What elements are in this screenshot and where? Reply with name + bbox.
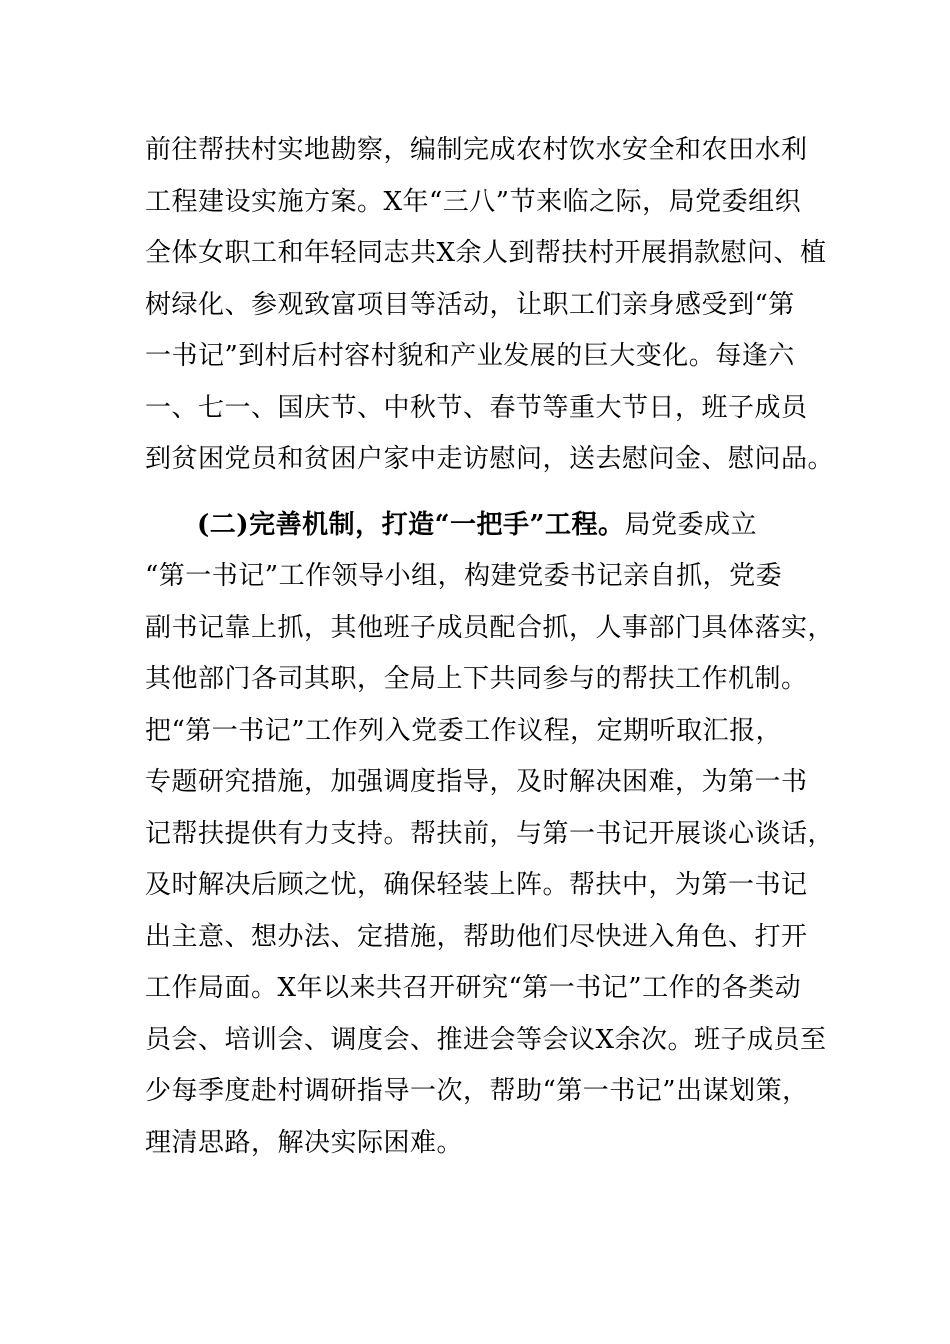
text-line: 及时解决后顾之忧，确保轻装上阵。帮扶中，为第一书记: [145, 870, 808, 900]
text-line: 全体女职工和年轻同志共X余人到帮扶村开展捐款慰问、植: [145, 238, 827, 268]
text-line: 树绿化、参观致富项目等活动，让职工们亲身感受到“第: [145, 289, 795, 320]
text-line: 记帮扶提供有力支持。帮扶前，与第一书记开展谈心谈话，: [145, 818, 835, 849]
text-line: 一、七一、国庆节、中秋节、春节等重大节日，班子成员: [145, 392, 808, 423]
text-line: 少每季度赴村调研指导一次，帮助“第一书记”出谋划策，: [145, 1076, 809, 1106]
text-line: 理清思路，解决实际困难。: [145, 1127, 464, 1158]
text-line: “第一书记”工作领导小组，构建党委书记亲自抓，党委: [145, 561, 783, 591]
paragraph-2: [145, 500, 835, 1170]
text-line: 副书记靠上抓，其他班子成员配合抓，人事部门具体落实，: [145, 612, 835, 643]
text-line: 把“第一书记”工作列入党委工作议程，定期听取汇报，: [145, 715, 783, 746]
text-line: 工程建设实施方案。X年“三八”节来临之际，局党委组织: [145, 186, 802, 217]
paragraph-1: [145, 125, 835, 486]
text-line: 前往帮扶村实地勘察，编制完成农村饮水安全和农田水利: [145, 135, 808, 165]
text-line: 专题研究措施，加强调度指导，及时解决困难，为第一书: [145, 767, 808, 797]
section-heading: (二)完善机制，打造“一把手”工程。: [197, 509, 625, 540]
paragraph-2-first-line: [145, 500, 825, 552]
text-line: 一书记”到村后村容村貌和产业发展的巨大变化。每逢六: [145, 341, 795, 371]
text-line: 员会、培训会、调度会、推进会等会议X余次。班子成员至: [145, 1024, 827, 1055]
document-body: [145, 125, 835, 1169]
text-line: 其他部门各司其职，全局上下共同参与的帮扶工作机制。: [145, 664, 808, 694]
text-line: 出主意、想办法、定措施，帮助他们尽快进入角色、打开: [145, 921, 808, 952]
text-line: 到贫困党员和贫困户家中走访慰问，送去慰问金、慰问品。: [145, 444, 835, 474]
heading-continuation: 局党委成立: [624, 509, 758, 540]
text-line: 工作局面。X年以来共召开研究“第一书记”工作的各类动: [145, 973, 802, 1003]
